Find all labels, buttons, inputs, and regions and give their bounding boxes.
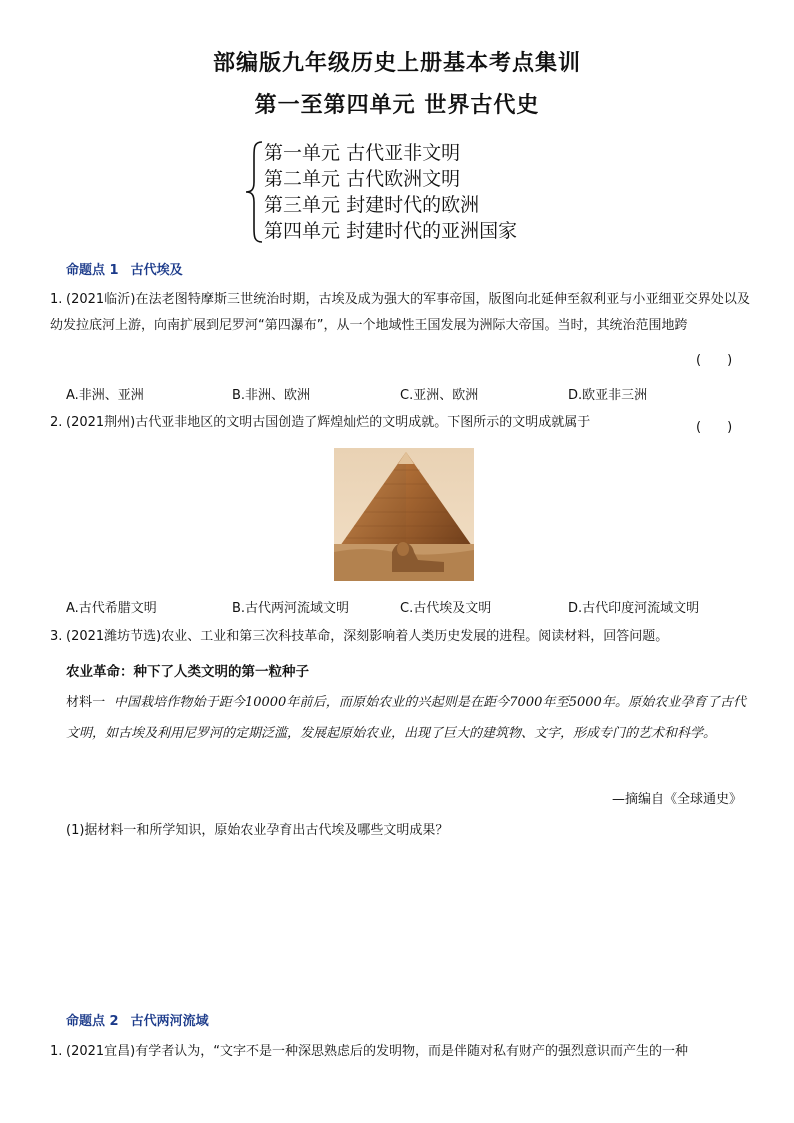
- section-heading: 命题点 1 古代埃及: [66, 263, 183, 278]
- material-source: —摘编自《全球通史》: [611, 792, 742, 807]
- question-1: 1. (2021临沂)在法老图特摩斯三世统治时期，古埃及成为强大的军事帝国，版图向北延伸至叙利亚与小亚细亚交界处以及幼发拉底河上游，向南扩展到尼罗河“第四瀑布”，从一个地域性王国发展为洲际大帝国。当时，其统治范围地跨: [50, 292, 750, 333]
- unit-item: 第三单元 封建时代的欧洲: [264, 194, 480, 216]
- sub-question: (1)据材料一和所学知识，原始农业孕育出古代埃及哪些文明成果？: [66, 823, 449, 838]
- unit-item: 第二单元 古代欧洲文明: [264, 168, 461, 190]
- unit-item: 第一单元 古代亚非文明: [264, 142, 461, 164]
- option-d: D.欧亚非三洲: [568, 388, 648, 403]
- question-4: 1. (2021宜昌)有学者认为，“文字不是一种深思熟虑后的发明物，而是伴随对私有财产的强烈意识而产生的一种: [50, 1044, 688, 1059]
- question-3: 3. (2021潍坊节选)农业、工业和第三次科技革命，深刻影响着人类历史发展的进程。阅读材料，回答问题。: [50, 629, 669, 644]
- option-c: C.古代埃及文明: [400, 601, 492, 616]
- option-b: B.古代两河流域文明: [232, 601, 350, 616]
- option-a: A.非洲、亚洲: [66, 388, 144, 403]
- material-heading: 农业革命：种下了人类文明的第一粒种子: [66, 664, 309, 680]
- unit-item: 第四单元 封建时代的亚洲国家: [264, 220, 518, 242]
- page-subtitle: 第一至第四单元 世界古代史: [254, 93, 540, 118]
- material-text: 材料一 中国栽培作物始于距今10000年前后，而原始农业的兴起则是在距今7000年至5000年。原始农业孕育了古代文明，如古埃及利用尼罗河的定期泛滥，发展起原始农业，出现了巨大的建筑物、文字，形成专门的艺术和科学。: [66, 695, 747, 741]
- answer-paren: ( ): [696, 353, 733, 368]
- question-2: 2. (2021荆州)古代亚非地区的文明古国创造了辉煌灿烂的文明成就。下图所示的文明成就属于: [50, 415, 591, 430]
- option-b: B.非洲、欧洲: [232, 388, 311, 403]
- answer-paren: ( ): [696, 420, 733, 435]
- option-c: C.亚洲、欧洲: [400, 388, 479, 403]
- brace-icon: [244, 140, 266, 244]
- page-title: 部编版九年级历史上册基本考点集训: [212, 51, 581, 76]
- section-heading: 命题点 2 古代两河流域: [66, 1014, 209, 1029]
- option-a: A.古代希腊文明: [66, 601, 157, 616]
- pyramid-sphinx-image: [334, 448, 474, 581]
- option-d: D.古代印度河流域文明: [568, 601, 700, 616]
